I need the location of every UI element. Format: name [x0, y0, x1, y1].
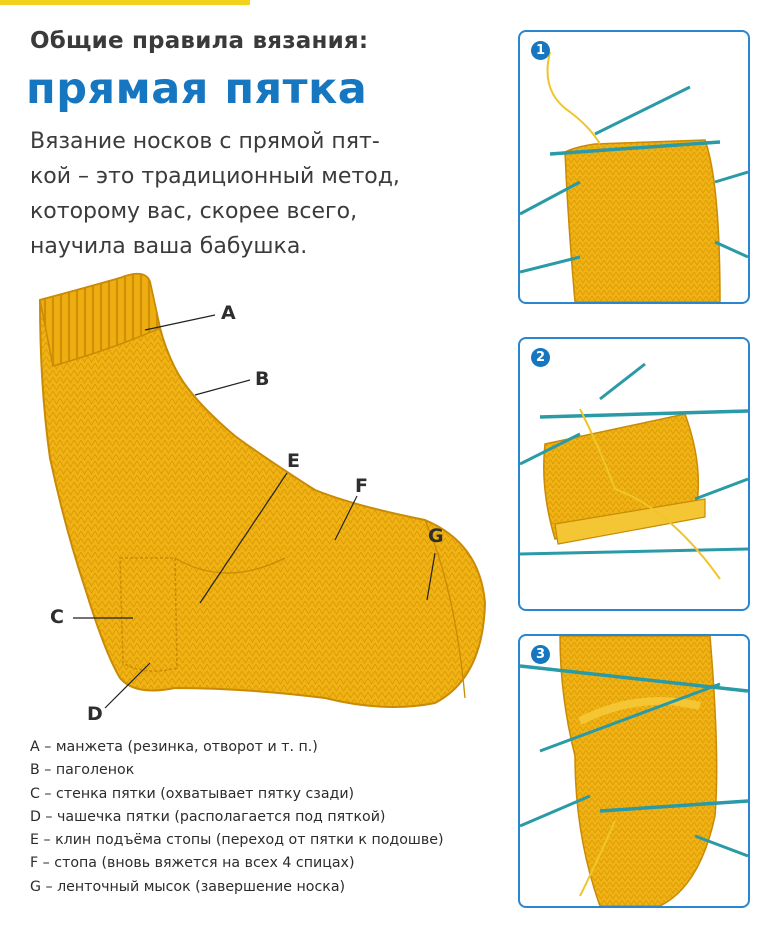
marker-f: F [355, 475, 368, 497]
intro-line: Вязание носков с прямой пят- [30, 129, 380, 154]
intro-line: которому вас, скорее всего, [30, 199, 358, 224]
top-accent-bar [0, 0, 250, 5]
legend-item: C – стенка пятки (охватывает пятку сзади) [30, 785, 355, 802]
step-panel-2 [518, 337, 750, 611]
legend-item: B – паголенок [30, 762, 135, 779]
marker-g: G [428, 525, 444, 547]
step-number-badge: 2 [531, 348, 550, 367]
intro-line: научила ваша бабушка. [30, 234, 308, 259]
legend-item: G – ленточный мысок (завершение носка) [30, 878, 346, 895]
marker-d: D [87, 703, 103, 725]
marker-b: B [255, 368, 270, 390]
step-panel-1 [518, 30, 750, 304]
intro-line: кой – это традиционный метод, [30, 164, 400, 189]
step-1-illustration [520, 32, 748, 302]
sock-drawing [25, 258, 495, 728]
legend-item: A – манжета (резинка, отворот и т. п.) [30, 739, 318, 755]
intro-text [30, 124, 500, 264]
marker-a: A [221, 302, 236, 324]
marker-e: E [287, 450, 300, 472]
step-number-badge: 3 [531, 645, 550, 664]
legend-item: E – клин подъёма стопы (переход от пятки к подошве) [30, 832, 444, 849]
page-subtitle: Общие правила вязания: [30, 28, 369, 54]
step-number-badge: 1 [531, 41, 550, 60]
step-panel-3 [518, 634, 750, 908]
legend-item: F – стопа (вновь вяжется на всех 4 спицах) [30, 855, 355, 872]
step-3-illustration [520, 636, 748, 906]
page-title: прямая пятка [26, 64, 368, 114]
marker-c: C [50, 606, 64, 628]
legend-item: D – чашечка пятки (располагается под пяткой) [30, 808, 386, 825]
sock-illustration [25, 258, 495, 728]
step-2-illustration [520, 339, 748, 609]
legend-list [30, 736, 444, 899]
